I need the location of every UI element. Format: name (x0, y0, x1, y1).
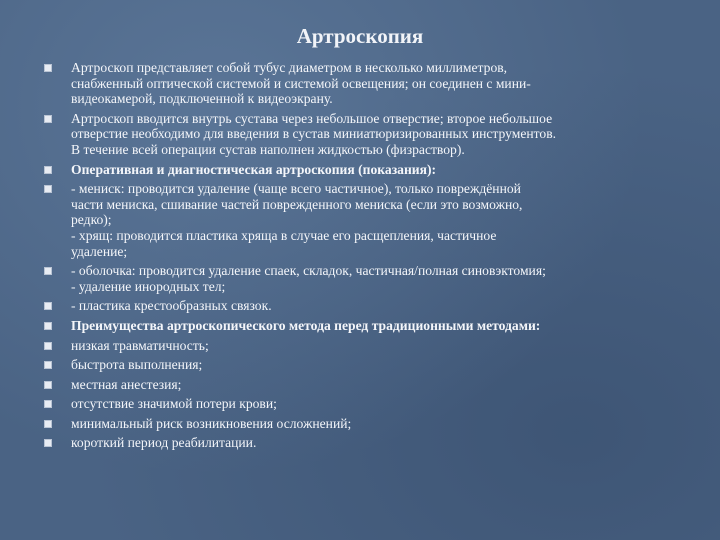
bullet-item (42, 396, 682, 412)
bullet-text-line: редко); (71, 212, 112, 228)
square-bullet-icon (44, 302, 52, 310)
bullet-text-line: - удаление инородных тел; (71, 278, 226, 294)
bullet-item (42, 60, 682, 107)
bullet-text (71, 263, 682, 294)
bullet-text (71, 298, 682, 314)
square-bullet-icon (44, 64, 52, 72)
square-bullet-icon (44, 361, 52, 369)
bullet-text (71, 377, 682, 393)
square-bullet-icon (44, 267, 52, 275)
bullet-text (71, 435, 682, 451)
bullet-item (42, 298, 682, 314)
bullet-item (42, 318, 682, 334)
square-bullet-icon (44, 322, 52, 330)
bullet-text (71, 357, 682, 373)
bullet-text (71, 318, 682, 334)
square-bullet-icon (44, 420, 52, 428)
bullet-text-line: короткий период реабилитации. (71, 435, 257, 451)
bullet-text-line: В течение всей операции сустав наполнен жидкостью (физраствор). (71, 141, 465, 157)
bullet-text-line: быстрота выполнения; (71, 357, 203, 373)
bullet-text-line: - мениск: проводится удаление (чаще всего частичное), только повреждённой (71, 181, 521, 197)
bullet-text-line: части мениска, сшивание частей поврежденного мениска (если это возможно, (71, 196, 523, 212)
square-bullet-icon (44, 381, 52, 389)
bullet-text-line: удаление; (71, 243, 128, 259)
bullet-item (42, 416, 682, 432)
bullet-item (42, 377, 682, 393)
square-bullet-icon (44, 400, 52, 408)
bullet-text-line: Артроскоп вводится внутрь сустава через небольшое отверстие; второе небольшое (71, 110, 553, 126)
bullet-list (42, 60, 682, 455)
bullet-text-line: снабженный оптической системой и системой освещения; он соединен с мини- (71, 75, 531, 91)
bullet-item (42, 435, 682, 451)
bullet-text-line: местная анестезия; (71, 376, 182, 392)
bullet-text (71, 396, 682, 412)
bullet-text-line: - оболочка: проводится удаление спаек, складок, частичная/полная синовэктомия; (71, 263, 546, 279)
bullet-text (71, 181, 682, 259)
square-bullet-icon (44, 185, 52, 193)
bullet-text-line: Артроскоп представляет собой тубус диаметром в несколько миллиметров, (71, 60, 508, 75)
bullet-text-line: низкая травматичность; (71, 337, 209, 353)
bullet-text-line: - пластика крестообразных связок. (71, 298, 272, 314)
bullet-item (42, 181, 682, 259)
square-bullet-icon (44, 342, 52, 350)
bullet-text (71, 111, 682, 158)
square-bullet-icon (44, 439, 52, 447)
bullet-item (42, 111, 682, 158)
bullet-text-line: минимальный риск возникновения осложнений; (71, 415, 352, 431)
bullet-text-line: отверстие необходимо для введения в сустав миниатюризированных инструментов. (71, 126, 557, 142)
bullet-item (42, 162, 682, 178)
square-bullet-icon (44, 115, 52, 123)
square-bullet-icon (44, 166, 52, 174)
bullet-text (71, 60, 682, 107)
bullet-text-line: отсутствие значимой потери крови; (71, 396, 277, 412)
bullet-text (71, 162, 682, 178)
bullet-text-line: видеокамерой, подключенной к видеоэкрану. (71, 91, 333, 107)
bullet-text-line: Преимущества артроскопического метода перед традиционными методами: (71, 317, 541, 333)
bullet-item (42, 263, 682, 294)
bullet-text-line: Оперативная и диагностическая артроскопия (показания): (71, 161, 437, 177)
bullet-text-line: - хрящ: проводится пластика хряща в случае его расщепления, частичное (71, 227, 497, 243)
bullet-item (42, 357, 682, 373)
bullet-text (71, 416, 682, 432)
bullet-text (71, 338, 682, 354)
bullet-item (42, 338, 682, 354)
slide-title: Артроскопия (296, 24, 424, 48)
